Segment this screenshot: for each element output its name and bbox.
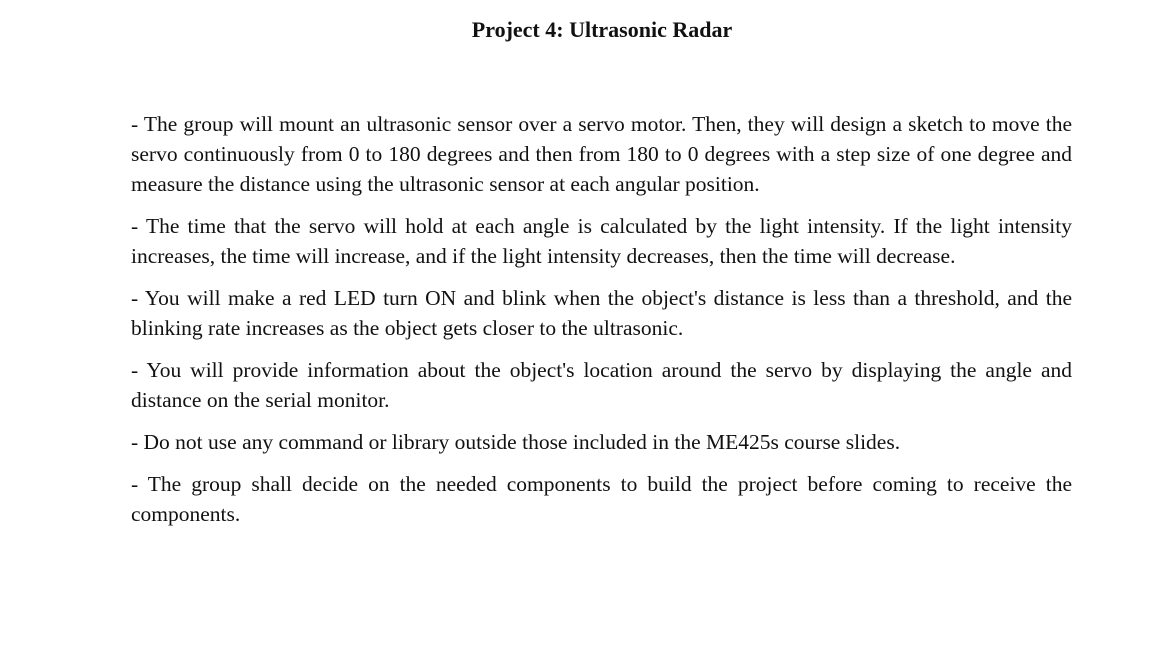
- paragraph-servo-sweep: - The group will mount an ultrasonic sensor over a servo motor. Then, they will design a sketch to move the servo continuously from 0 to 180 degrees and then from 180 to 0 degrees with a step size of one degree and measure the distance using the ultrasonic sensor at each angular position.: [131, 112, 1072, 196]
- paragraph-serial-monitor: - You will provide information about the object's location around the servo by displaying the angle and distance on the serial monitor.: [131, 358, 1072, 412]
- paragraph-course-restriction: - Do not use any command or library outside those included in the ME425s course slides.: [131, 430, 901, 454]
- paragraph-light-intensity: - The time that the servo will hold at each angle is calculated by the light intensity. If the light intensity increases, the time will increase, and if the light intensity decreases, then the time will decrease.: [131, 214, 1072, 268]
- paragraph-components: - The group shall decide on the needed components to build the project before coming to receive the components.: [131, 472, 1072, 526]
- paragraph-red-led: - You will make a red LED turn ON and blink when the object's distance is less than a threshold, and the blinking rate increases as the object gets closer to the ultrasonic.: [131, 286, 1072, 340]
- document-body: [131, 109, 1072, 541]
- document-title: Project 4: Ultrasonic Radar: [471, 17, 733, 42]
